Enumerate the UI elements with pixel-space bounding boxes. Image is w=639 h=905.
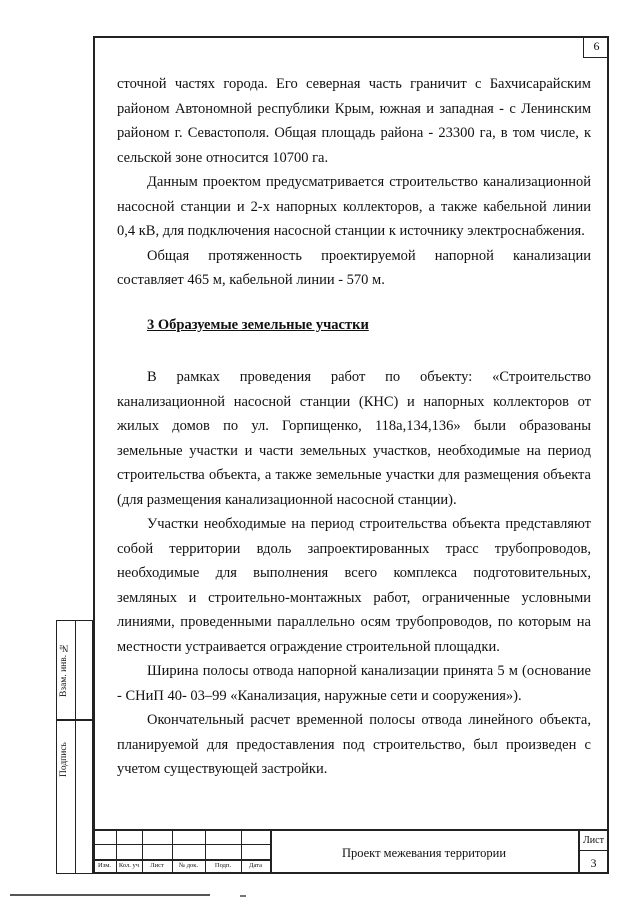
paragraph: Общая протяженность проектируемой напорной канализации составляет 465 м, кабельной линии - 570 м. bbox=[117, 247, 591, 288]
paragraph: сточной частях города. Его северная часть граничит с Бахчисарайским районом Автономной республики Крым, южная и западная - с Ленинским районом г. Севастополя. Общая площадь района - 23300 га, в том числе, к сельской зоне относится 10700 га. bbox=[117, 76, 591, 166]
section-heading: 3 Образуемые земельные участки bbox=[147, 316, 369, 333]
paragraph: Окончательный расчет временной полосы отвода линейного объекта, планируемой для предоставления под строительство, был произведен с учетом существующей застройки. bbox=[117, 712, 591, 777]
side-label-inv: Взам. инв. № bbox=[59, 642, 69, 698]
sheet-number: 3 bbox=[590, 856, 597, 870]
page-number: 6 bbox=[583, 36, 609, 58]
column-list: Лист bbox=[150, 862, 164, 869]
column-kol-uch: Кол. уч bbox=[118, 862, 140, 869]
side-label-sign: Подпись bbox=[59, 742, 69, 778]
column-signature: Подп. bbox=[214, 862, 232, 869]
title-block bbox=[93, 829, 609, 874]
document-title: Проект межевания территории bbox=[341, 846, 507, 860]
scan-artifact-dot bbox=[240, 895, 246, 897]
sheet-label: Лист bbox=[583, 835, 604, 846]
scan-artifact-line bbox=[10, 894, 210, 896]
document-body bbox=[117, 72, 591, 782]
paragraph: Участки необходимые на период строительства объекта представляют собой территории вдоль запроектированных трасс трубопроводов, необходимые для выполнения всего комплекса подготовительных, земляных и строительно-монтажных работ, ограниченные условными линиями, проведенными параллельно осям трубопроводов, по которым на местности устраивается ограждение строительной площадки. bbox=[117, 516, 591, 655]
column-izm: Изм. bbox=[98, 862, 111, 869]
column-date: Дата bbox=[249, 862, 262, 869]
paragraph: Данным проектом предусматривается строительство канализационной насосной станции и 2-х напорных коллекторов, а также кабельной линии 0,4 кВ, для подключения насосной станции к источнику электроснабжения. bbox=[117, 174, 591, 239]
column-doc-number: № док. bbox=[178, 862, 199, 869]
paragraph: Ширина полосы отвода напорной канализации принята 5 м (основание - СНиП 40- 03–99 «Канализация, наружные сети и сооружения»). bbox=[117, 663, 591, 704]
paragraph: В рамках проведения работ по объекту: «Строительство канализационной насосной станции (КНС) и напорных коллекторов от жилых домов по ул. Горпищенко, 118а,134,136» были образованы земельные участки и части земельных участков, необходимые на период строительства объекта, а также земельные участки для размещения объекта (для размещения канализационной насосной станции). bbox=[117, 369, 591, 508]
